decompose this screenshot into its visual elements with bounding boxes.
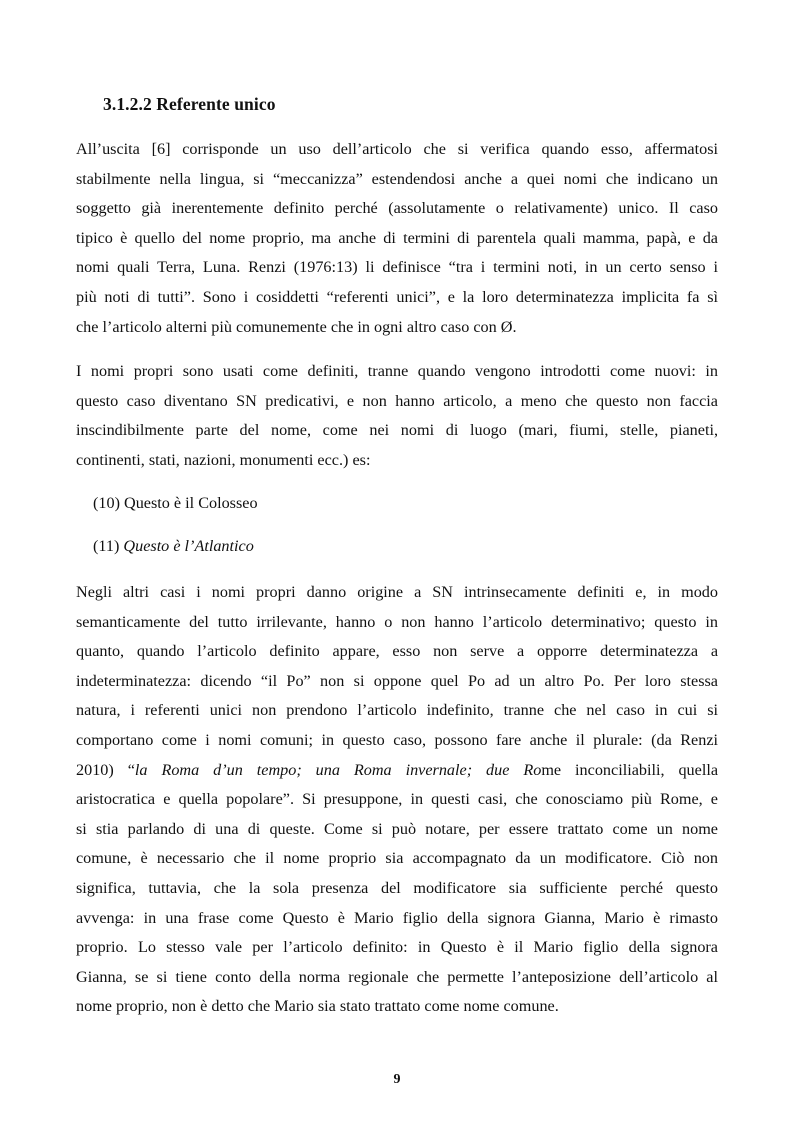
text-line: natura, i referenti unici non prendono l’articolo indefinito, tranne che nel caso in cui si — [76, 701, 718, 720]
text-line: quanto, quando l’articolo definito appare, esso non serve a opporre determinatezza a — [76, 642, 718, 661]
text-line: tipico è quello del nome proprio, ma anche di termini di parentela quali mamma, papà, e da — [76, 228, 718, 247]
paragraph-nomi-propri — [76, 357, 718, 475]
example-number: (10) — [93, 494, 120, 512]
paragraph-altri-casi — [76, 578, 718, 1022]
text-line: continenti, stati, nazioni, monumenti ecc.) es: — [76, 450, 371, 469]
example-11 — [93, 537, 254, 556]
text-line: indeterminatezza: dicendo “il Po” non si oppone quel Po ad un altro Po. Per loro stessa — [76, 671, 718, 690]
text-line: più noti di tutti”. Sono i cosiddetti “referenti unici”, e la loro determinatezza implicita fa sì — [76, 287, 718, 306]
text-line: nome proprio, non è detto che Mario sia stato trattato come nome comune. — [76, 997, 559, 1016]
text-line: Negli altri casi i nomi propri danno origine a SN intrinsecamente definiti e, in modo — [76, 583, 718, 601]
text-line: aristocratica e quella popolare”. Si presuppone, in questi casi, che conosciamo più Rome, e — [76, 790, 718, 809]
text-line: soggetto già inerentemente definito perché (assolutamente o relativamente) unico. Il caso — [76, 199, 718, 218]
text-line: comportano come i nomi comuni; in questo caso, possono fare anche il plurale: (da Renzi — [76, 730, 718, 749]
text-line: questo caso diventano SN predicativi, e non hanno articolo, a meno che questo non faccia — [76, 391, 718, 410]
example-number: (11) — [93, 537, 120, 555]
page-number: 9 — [393, 1072, 401, 1087]
text-fragment: 2010) “ — [76, 760, 135, 779]
text-line: comune, è necessario che il nome proprio sia accompagnato da un modificatore. Ciò non — [76, 849, 718, 868]
text-fragment: me inconciliabili, quella — [541, 760, 719, 779]
text-line: inscindibilmente parte del nome, come nei nomi di luogo (mari, fiumi, stelle, pianeti, — [76, 421, 718, 440]
text-line: I nomi propri sono usati come definiti, tranne quando vengono introdotti come nuovi: in — [76, 362, 718, 380]
section-heading: 3.1.2.2 Referente unico — [103, 94, 276, 114]
text-line: semanticamente del tutto irrilevante, hanno o non hanno l’articolo determinativo; questo in — [76, 612, 718, 631]
text-line: stabilmente nella lingua, si “meccanizza” estendendosi anche a quei nomi che indicano un — [76, 169, 718, 188]
text-line: nomi quali Terra, Luna. Renzi (1976:13) li definisce “tra i termini noti, in un certo senso i — [76, 258, 718, 277]
example-text: Questo è l’Atlantico — [123, 537, 254, 555]
paragraph-referente-unico — [76, 135, 718, 342]
example-text: Questo è il Colosseo — [124, 494, 258, 512]
example-10 — [93, 494, 258, 513]
text-line: proprio. Lo stesso vale per l’articolo definito: in Questo è il Mario figlio della signora — [76, 938, 718, 957]
text-line: che l’articolo alterni più comunemente che in ogni altro caso con Ø. — [76, 317, 517, 336]
text-line: Gianna, se si tiene conto della norma regionale che permette l’anteposizione dell’articolo al — [76, 967, 718, 986]
text-line: si stia parlando di una di queste. Come si può notare, per essere trattato come un nome — [76, 819, 718, 838]
quoted-italic-text: la Roma d’un tempo; una Roma invernale; due Ro — [134, 760, 542, 779]
text-line-with-quote — [76, 756, 718, 786]
text-line: All’uscita [6] corrisponde un uso dell’articolo che si verifica quando esso, affermatosi — [76, 140, 718, 158]
text-line: significa, tuttavia, che la sola presenza del modificatore sia sufficiente perché questo — [76, 878, 718, 897]
text-line: avvenga: in una frase come Questo è Mario figlio della signora Gianna, Mario è rimasto — [76, 908, 718, 927]
